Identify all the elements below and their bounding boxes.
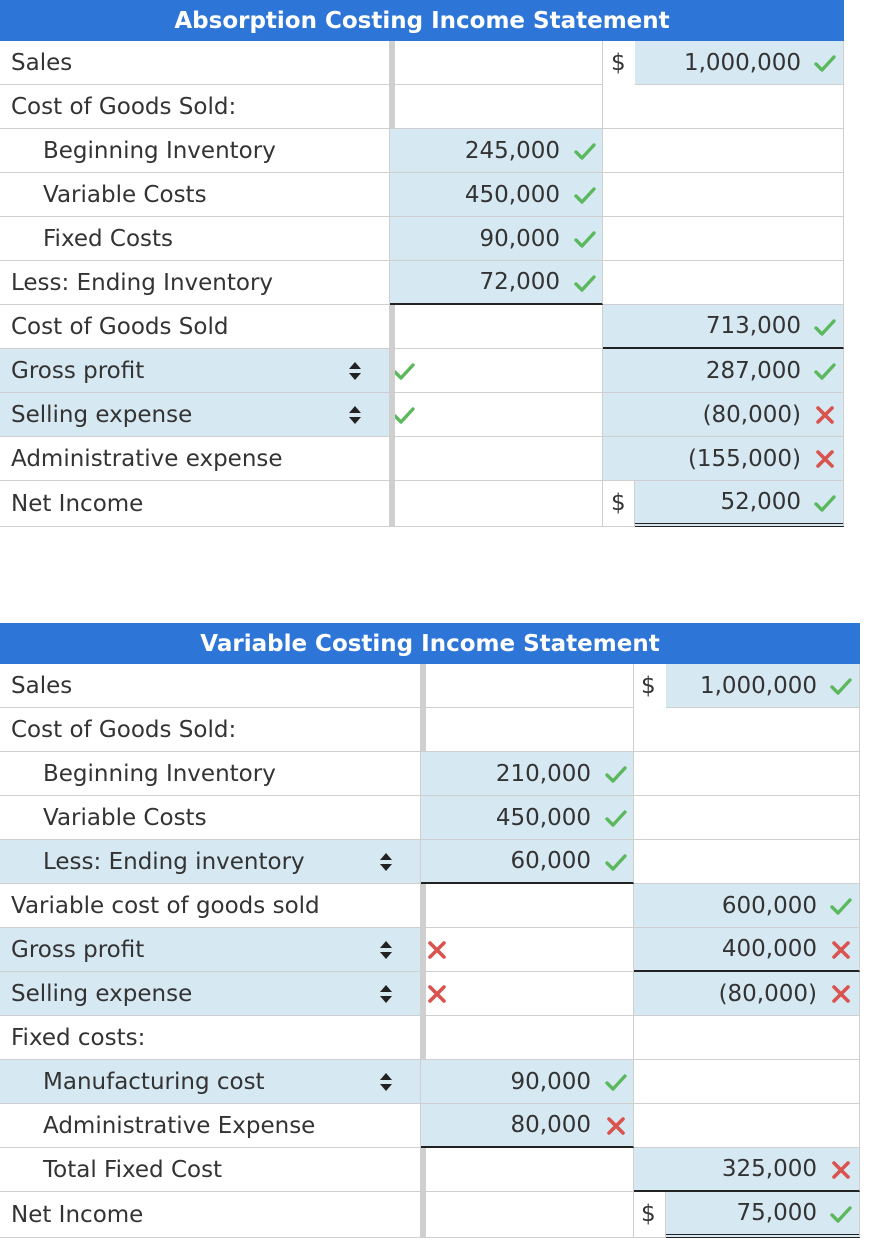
abs-row-net-income (0, 481, 844, 527)
absorption-title: Absorption Costing Income Statement (0, 0, 844, 41)
var-gross-profit-select[interactable] (0, 928, 421, 972)
abs-gross-profit-amount: 287,000 (705, 357, 801, 384)
var-admin-expense-cross-icon (604, 1114, 628, 1138)
var-row-sales (0, 664, 860, 708)
abs-ending-inventory-amount: 72,000 (479, 269, 560, 295)
var-net-income-currency: $ (641, 1201, 656, 1227)
var-selling-expense-amount: (80,000) (718, 980, 817, 1007)
var-selling-expense-updown-icon[interactable] (379, 982, 393, 1006)
var-beginning-inventory-amount: 210,000 (495, 760, 591, 787)
abs-ending-inventory-right (603, 261, 844, 305)
var-selling-expense-label: Selling expense (11, 980, 193, 1007)
abs-ending-inventory-label: Less: Ending Inventory (0, 261, 390, 305)
var-ending-inventory-label: Less: Ending inventory (43, 848, 305, 875)
abs-cogs-header-mid (390, 85, 603, 129)
var-gross-profit-updown-icon[interactable] (379, 938, 393, 962)
abs-fixed-costs-check-icon (573, 227, 597, 251)
var-row-admin-expense (0, 1104, 860, 1148)
var-sales-mid (421, 664, 634, 708)
abs-gross-profit-select[interactable] (0, 349, 390, 393)
abs-variable-costs-label: Variable Costs (0, 173, 390, 217)
abs-cogs-amount: 713,000 (705, 313, 801, 339)
var-row-net-income (0, 1192, 860, 1238)
var-variable-cogs-field[interactable] (634, 884, 860, 928)
abs-fixed-costs-field[interactable] (390, 217, 603, 261)
abs-selling-expense-field[interactable] (603, 393, 844, 437)
abs-cogs-header-right (603, 85, 844, 129)
var-selling-expense-field[interactable] (634, 972, 860, 1016)
abs-ending-inventory-check-icon (573, 271, 597, 295)
abs-admin-expense-label: Administrative expense (0, 437, 390, 481)
abs-gross-profit-label: Gross profit (11, 357, 145, 384)
var-row-variable-cogs (0, 884, 860, 928)
var-sales-label: Sales (0, 664, 421, 708)
abs-variable-costs-check-icon (573, 183, 597, 207)
var-sales-amount: 1,000,000 (699, 672, 817, 699)
var-variable-cogs-check-icon (829, 894, 853, 918)
var-total-fixed-cost-field[interactable] (634, 1148, 860, 1192)
variable-title: Variable Costing Income Statement (0, 623, 860, 664)
var-row-gross-profit (0, 928, 860, 972)
var-ending-inventory-right (634, 840, 860, 884)
var-manufacturing-cost-updown-icon[interactable] (379, 1070, 393, 1094)
var-row-fixed-costs-header (0, 1016, 860, 1060)
abs-row-sales (0, 41, 844, 85)
var-ending-inventory-check-icon (604, 850, 628, 874)
var-net-income-check-icon (829, 1202, 853, 1226)
var-fixed-costs-header-right (634, 1016, 860, 1060)
abs-row-admin-expense (0, 437, 844, 481)
var-cogs-header-label: Cost of Goods Sold: (0, 708, 421, 752)
var-cogs-header-right (634, 708, 860, 752)
var-admin-expense-field[interactable] (421, 1104, 634, 1148)
var-gross-profit-field[interactable] (634, 928, 860, 972)
var-selling-expense-select[interactable] (0, 972, 421, 1016)
abs-selling-expense-select[interactable] (0, 393, 390, 437)
var-row-cogs-header (0, 708, 860, 752)
abs-gross-profit-field[interactable] (603, 349, 844, 393)
var-total-fixed-cost-cross-icon (829, 1158, 853, 1182)
var-beginning-inventory-field[interactable] (421, 752, 634, 796)
var-beginning-inventory-right (634, 752, 860, 796)
abs-variable-costs-field[interactable] (390, 173, 603, 217)
var-variable-cogs-mid (421, 884, 634, 928)
abs-fixed-costs-label: Fixed Costs (0, 217, 390, 261)
abs-variable-costs-amount: 450,000 (464, 181, 560, 208)
abs-fixed-costs-right (603, 217, 844, 261)
var-manufacturing-cost-right (634, 1060, 860, 1104)
var-ending-inventory-amount: 60,000 (510, 848, 591, 874)
abs-beginning-inventory-label: Beginning Inventory (0, 129, 390, 173)
var-net-income-mid (421, 1192, 634, 1238)
var-admin-expense-right (634, 1104, 860, 1148)
abs-row-beginning-inventory (0, 129, 844, 173)
abs-beginning-inventory-amount: 245,000 (464, 137, 560, 164)
var-selling-expense-mid (421, 972, 634, 1016)
var-cogs-header-mid (421, 708, 634, 752)
abs-admin-expense-cross-icon (813, 447, 837, 471)
var-total-fixed-cost-amount: 325,000 (721, 1156, 817, 1182)
abs-selling-expense-updown-icon[interactable] (348, 403, 362, 427)
abs-sales-mid (390, 41, 603, 85)
var-total-fixed-cost-label: Total Fixed Cost (0, 1148, 421, 1192)
abs-row-variable-costs (0, 173, 844, 217)
abs-row-cogs (0, 305, 844, 349)
var-admin-expense-amount: 80,000 (510, 1112, 591, 1138)
var-sales-currency: $ (641, 673, 656, 699)
abs-cogs-header-label: Cost of Goods Sold: (0, 85, 390, 129)
abs-variable-costs-right (603, 173, 844, 217)
var-ending-inventory-field[interactable] (421, 840, 634, 884)
abs-net-income-check-icon (813, 491, 837, 515)
abs-net-income-currency: $ (611, 490, 626, 516)
abs-gross-profit-check-icon (813, 359, 837, 383)
abs-sales-label: Sales (0, 41, 390, 85)
var-variable-costs-field[interactable] (421, 796, 634, 840)
abs-cogs-field[interactable] (603, 305, 844, 349)
abs-beginning-inventory-check-icon (573, 139, 597, 163)
abs-net-income-mid (390, 481, 603, 527)
abs-row-cogs-header (0, 85, 844, 129)
abs-beginning-inventory-right (603, 129, 844, 173)
abs-admin-expense-amount: (155,000) (687, 445, 801, 472)
abs-selling-expense-label: Selling expense (11, 401, 193, 428)
abs-gross-profit-mid (390, 349, 603, 393)
var-beginning-inventory-check-icon (604, 762, 628, 786)
abs-gross-profit-updown-icon[interactable] (348, 359, 362, 383)
var-row-total-fixed-cost (0, 1148, 860, 1192)
var-manufacturing-cost-field[interactable] (421, 1060, 634, 1104)
abs-net-income-label: Net Income (0, 481, 390, 527)
abs-row-selling-expense (0, 393, 844, 437)
var-gross-profit-cross-icon (829, 938, 853, 962)
abs-selling-expense-mid (390, 393, 603, 437)
var-fixed-costs-header-mid (421, 1016, 634, 1060)
abs-admin-expense-field[interactable] (603, 437, 844, 481)
abs-sales-currency: $ (611, 50, 626, 76)
var-beginning-inventory-label: Beginning Inventory (0, 752, 421, 796)
var-row-ending-inventory (0, 840, 860, 884)
abs-row-fixed-costs (0, 217, 844, 261)
var-ending-inventory-select[interactable] (0, 840, 421, 884)
abs-selling-expense-amount: (80,000) (702, 401, 801, 428)
var-row-beginning-inventory (0, 752, 860, 796)
var-manufacturing-cost-label: Manufacturing cost (43, 1068, 265, 1095)
var-net-income-label: Net Income (0, 1192, 421, 1238)
var-manufacturing-cost-amount: 90,000 (510, 1068, 591, 1095)
var-variable-costs-label: Variable Costs (0, 796, 421, 840)
var-variable-costs-check-icon (604, 806, 628, 830)
abs-row-ending-inventory (0, 261, 844, 305)
var-manufacturing-cost-select[interactable] (0, 1060, 421, 1104)
abs-net-income-amount: 52,000 (720, 489, 801, 515)
var-fixed-costs-header-label: Fixed costs: (0, 1016, 421, 1060)
var-row-manufacturing-cost (0, 1060, 860, 1104)
abs-cogs-mid (390, 305, 603, 349)
abs-fixed-costs-amount: 90,000 (479, 225, 560, 252)
var-sales-check-icon (829, 674, 853, 698)
abs-sales-check-icon (813, 51, 837, 75)
abs-cogs-check-icon (813, 315, 837, 339)
abs-beginning-inventory-field[interactable] (390, 129, 603, 173)
var-admin-expense-label: Administrative Expense (0, 1104, 421, 1148)
var-gross-profit-label: Gross profit (11, 936, 145, 963)
abs-row-gross-profit (0, 349, 844, 393)
var-total-fixed-cost-mid (421, 1148, 634, 1192)
var-net-income-amount: 75,000 (736, 1200, 817, 1226)
var-ending-inventory-updown-icon[interactable] (379, 850, 393, 874)
abs-admin-expense-mid (390, 437, 603, 481)
var-row-selling-expense (0, 972, 860, 1016)
var-gross-profit-amount: 400,000 (721, 936, 817, 962)
abs-ending-inventory-field[interactable] (390, 261, 603, 305)
var-selling-expense-cross-icon (829, 982, 853, 1006)
var-variable-cogs-label: Variable cost of goods sold (0, 884, 421, 928)
var-row-variable-costs (0, 796, 860, 840)
absorption-statement (0, 0, 844, 530)
var-variable-cogs-amount: 600,000 (721, 892, 817, 919)
var-variable-costs-right (634, 796, 860, 840)
abs-selling-expense-cross-icon (813, 403, 837, 427)
var-variable-costs-amount: 450,000 (495, 804, 591, 831)
variable-statement (0, 623, 860, 1243)
abs-sales-amount: 1,000,000 (683, 49, 801, 76)
var-manufacturing-cost-check-icon (604, 1070, 628, 1094)
abs-cogs-label: Cost of Goods Sold (0, 305, 390, 349)
var-gross-profit-mid (421, 928, 634, 972)
